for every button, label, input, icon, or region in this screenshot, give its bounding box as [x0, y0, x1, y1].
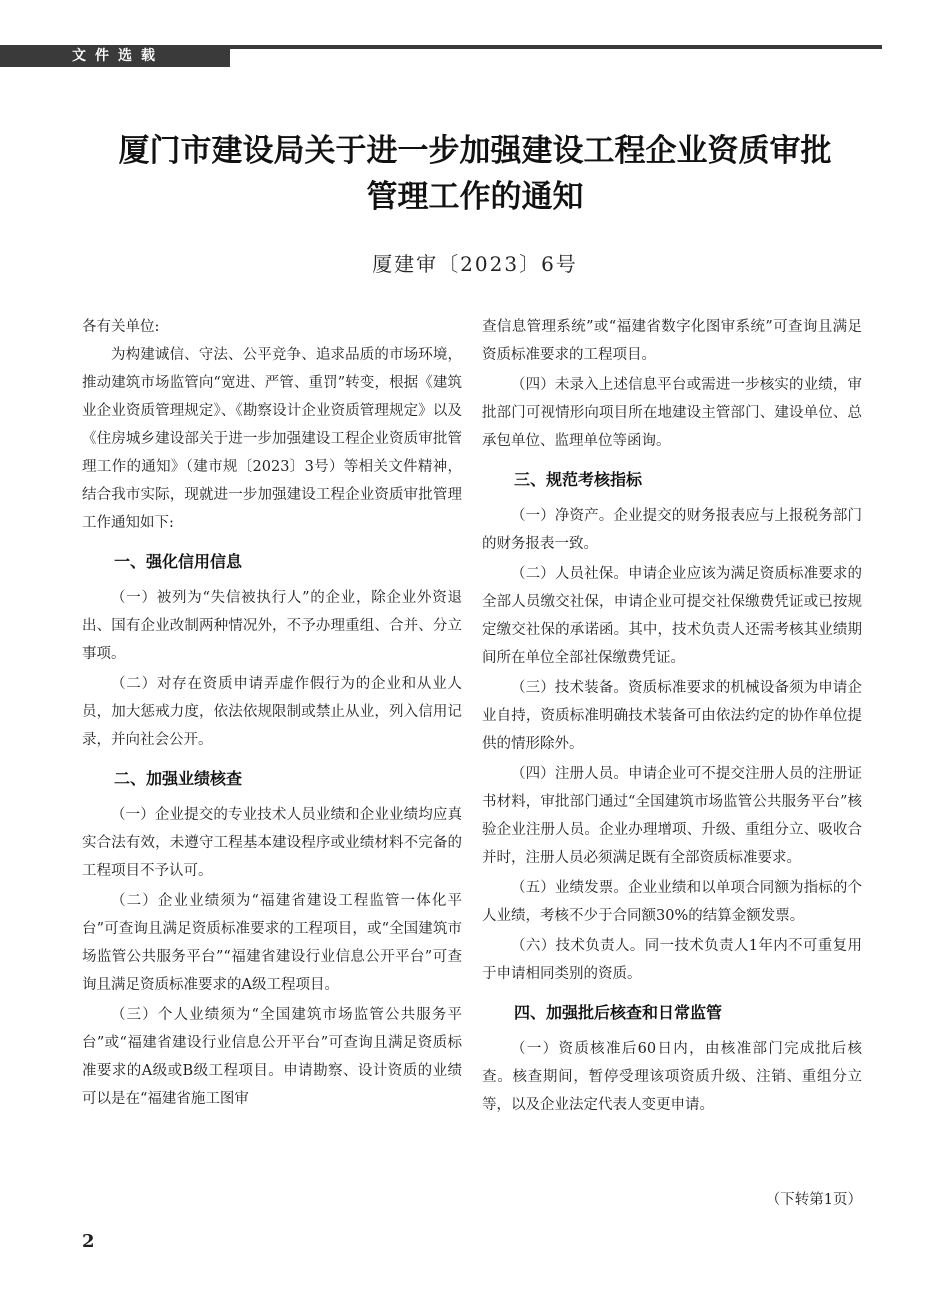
section-1-heading: 一、强化信用信息 — [114, 552, 243, 571]
section-label: 文件选载 — [0, 45, 230, 67]
paragraph: （一）企业提交的专业技术人员业绩和企业业绩均应真实合法有效，未遵守工程基本建设程序或业绩材料不完备的工程项目不予认可。 — [82, 807, 462, 879]
paragraph: （四）注册人员。申请企业可不提交注册人员的注册证书材料，审批部门通过“全国建筑市场监管公共服务平台”核验企业注册人员。企业办理增项、升级、重组分立、吸收合并时，注册人员必须满足既有全部资质标准要求。 — [482, 766, 862, 866]
section-4-heading: 四、加强批后核查和日常监管 — [514, 1003, 723, 1022]
paragraph: （二）企业业绩须为“福建省建设工程监管一体化平台”可查询且满足资质标准要求的工程项目，或“全国建筑市场监管公共服务平台”“福建省建设行业信息公开平台”可查询且满足资质标准要求的A级工程项目。 — [82, 893, 462, 993]
section-3-heading: 三、规范考核指标 — [514, 470, 643, 489]
paragraph: （三）技术装备。资质标准要求的机械设备须为申请企业自持，资质标准明确技术装备可由依法约定的协作单位提供的情形除外。 — [482, 680, 862, 752]
paragraph: （三）个人业绩须为“全国建筑市场监管公共服务平台”或“福建省建设行业信息公开平台”可查询且满足资质标准要求的A级或B级工程项目。申请勘察、设计资质的业绩可以是在“福建省施工图审 — [82, 1007, 462, 1107]
document-number: 厦建审〔2023〕6号 — [372, 252, 578, 276]
section-2-heading: 二、加强业绩核查 — [114, 769, 243, 788]
title-line-2: 管理工作的通知 — [366, 179, 584, 215]
page-title — [60, 128, 890, 220]
paragraph: （四）未录入上述信息平台或需进一步核实的业绩，审批部门可视情形向项目所在地建设主管部门、建设单位、总承包单位、监理单位等函询。 — [482, 377, 862, 449]
paragraph: （五）业绩发票。企业业绩和以单项合同额为指标的个人业绩，考核不少于合同额30%的结算金额发票。 — [482, 880, 862, 924]
salutation: 各有关单位: — [82, 319, 160, 335]
left-column — [82, 313, 462, 1113]
paragraph: （六）技术负责人。同一技术负责人1年内不可重复用于申请相同类别的资质。 — [482, 938, 862, 982]
paragraph: （二）对存在资质申请弄虚作假行为的企业和从业人员，加大惩戒力度，依法依规限制或禁止从业，列入信用记录，并向社会公开。 — [82, 676, 462, 748]
paragraph: （一）净资产。企业提交的财务报表应与上报税务部门的财务报表一致。 — [482, 508, 862, 552]
right-column — [482, 313, 862, 1119]
title-line-1: 厦门市建设局关于进一步加强建设工程企业资质审批 — [118, 133, 832, 169]
paragraph: （一）资质核准后60日内，由核准部门完成批后核查。核查期间，暂停受理该项资质升级、注销、重组分立等，以及企业法定代表人变更申请。 — [482, 1041, 862, 1113]
page-number: 2 — [82, 1231, 95, 1252]
paragraph: （一）被列为“失信被执行人”的企业，除企业外资退出、国有企业改制两种情况外，不予办理重组、合并、分立事项。 — [82, 590, 462, 662]
header-rule — [230, 45, 882, 49]
paragraph-continued: 查信息管理系统”或“福建省数字化图审系统”可查询且满足资质标准要求的工程项目。 — [482, 319, 862, 363]
continued-note: （下转第1页） — [765, 1192, 862, 1208]
paragraph: （二）人员社保。申请企业应该为满足资质标准要求的全部人员缴交社保，申请企业可提交社保缴费凭证或已按规定缴交社保的承诺函。其中，技术负责人还需考核其业绩期间所在单位全部社保缴费凭证。 — [482, 566, 862, 666]
intro-paragraph: 为构建诚信、守法、公平竞争、追求品质的市场环境，推动建筑市场监管向“宽进、严管、重罚”转变，根据《建筑业企业资质管理规定》、《勘察设计企业资质管理规定》以及《住房城乡建设部关于进一步加强建设工程企业资质审批管理工作的通知》（建市规〔2023〕3号）等相关文件精神，结合我市实际，现就进一步加强建设工程企业资质审批管理工作通知如下: — [82, 347, 462, 531]
